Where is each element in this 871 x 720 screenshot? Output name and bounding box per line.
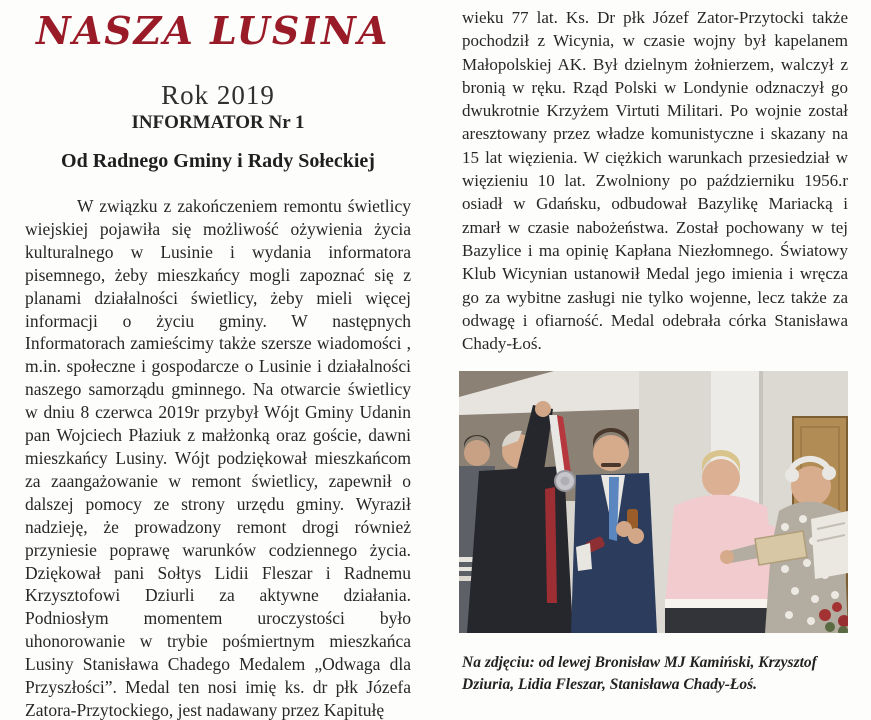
left-column-paragraph: W związku z zakończeniem remontu świetlicy wiejskiej pojawiła się możliwość ożywienia życia kulturalnego w Lusinie i wydania informatora pisemnego, żeby mieszkańcy mogli zapoznać się z planami działalności świetlicy, żeby mieli więcej informacji o życiu gminy. W następnych Informatorach zamieścimy także szersze wiadomości , m.in. społeczne i gospodarcze o Lusinie i działalności naszego samorządu gminnego. Na otwarcie świetlicy w dniu 8 czerwca 2019r przybył Wójt Gminy Udanin pan Wojciech Płaziuk z małżonką oraz goście, dawni mieszkańcy Lusiny. Wójt podziękował mieszkańcom za zaangażowanie w remont świetlicy, zapewnił o dalszej pomocy ze strony urzędu gminy. Wyraził nadzieję, że prowadzony remont drogi również przyniesie poprawę warunków codziennego życia. Dziękował pani Sołtys Lidii Fleszar i Radnemu Krzysztofowi Dziurli za aktywne działania. Podniosłym momentem uroczystości było uhonorowanie w trybie pośmiertnym mieszkańca Lusiny Stanisława Chadego Medalem „Odwaga dla Przyszłości”. Medal ten nosi imię ks. dr płk Józefa Zatora-Przytockiego, jest nadawany przez Kapitułę — [25, 196, 411, 720]
year-line: Rok 2019 — [161, 80, 275, 110]
issue-line: INFORMATOR Nr 1 — [131, 112, 305, 133]
photo-caption: Na zdjęciu: od lewej Bronisław MJ Kamiński, Krzysztof Dziuria, Lidia Fleszar, Stanisława Chady-Łoś. — [462, 654, 817, 693]
masthead-title: NASZA LUSINA — [36, 8, 390, 53]
ceremony-photo — [459, 371, 848, 633]
right-column-paragraph: wieku 77 lat. Ks. Dr płk Józef Zator-Przytocki także pochodził z Wicynia, w czasie wojny był kapelanem Małopolskiej AK. Był dzielnym żołnierzem, walczył z bronią w ręku. Rząd Polski w Londynie odznaczył go dwukrotnie Krzyżem Virtuti Militari. Po wojnie został aresztowany przez władze komunistyczne i skazany na 15 lat więzienia. W ciężkich warunkach przesiedział w więzieniu 10 lat. Zwolniony po październiku 1956.r osiadł w Gdańsku, odbudował Bazylikę Mariacką i zmarł w czasie nabożeństwa. Został pochowany w tej Bazylice i ma opinię Kapłana Niezłomnego. Światowy Klub Wicynian ustanowił Medal jego imienia i wręcza go za wybitne zasługi nie tylko wojenne, lecz także za odwagę i ofiarność. Medal odebrała córka Stanisława Chady-Łoś. — [462, 8, 848, 354]
section-heading: Od Radnego Gminy i Rady Sołeckiej — [61, 150, 375, 172]
ceremony-photo-illustration — [459, 371, 848, 633]
